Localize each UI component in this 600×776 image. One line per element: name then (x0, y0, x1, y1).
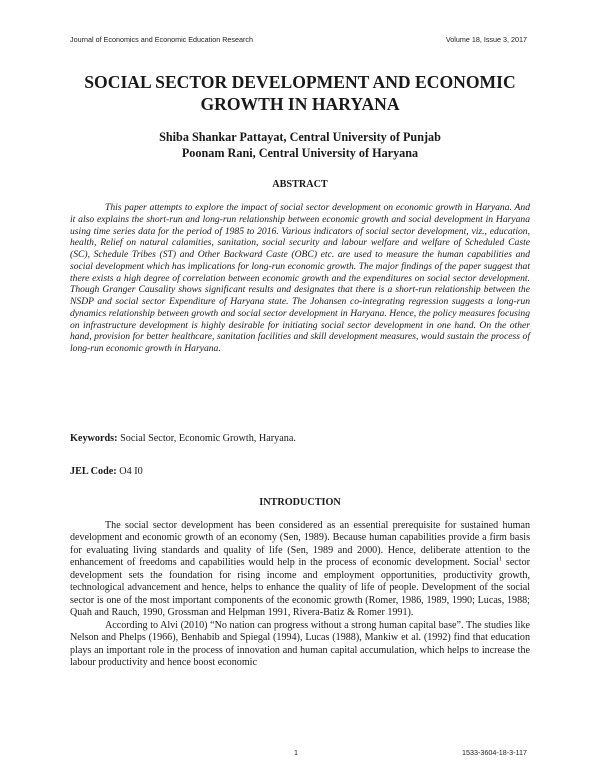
introduction-paragraph-2: According to Alvi (2010) “No nation can progress without a strong human capital base”. The studies like Nelson and Phelps (1966), Benhabib and Spiegal (1994), Lucas (1988), Mankiw et al. (1992) find that education plays an important role in the process of innovation and human capital accumulation, which helps to increase the labour productivity and hence boost economic (70, 619, 530, 668)
introduction-body (70, 520, 530, 669)
title-line-2: GROWTH IN HARYANA (200, 94, 400, 114)
paragraph-1-text-b: sector development sets the foundation for rising income and employment opportunities, productivity growth, technological advancement and hence, helps to enhance the quality of life of people. Development of the social sector is one of the most important components of the economic growth (Romer, 1986, 1989, 1990; Lucas, 1988; Quah and Rauch, 1990, Grossman and Helpman 1991, Rivera-Batiz & Romer 1991). (70, 557, 530, 619)
abstract-text: This paper attempts to explore the impact of social sector development on economic growth in Haryana. And it also explains the short-run and long-run relationship between economic growth and social development in Haryana using time series data for the period of 1985 to 2016. Various indicators of social sector development, viz., education, health, Relief on natural calamities, sanitation, social security and labour welfare and welfare of Scheduled Caste (SC), Schedule Tribes (ST) and Other Backward Caste (OBC) etc. are used to measure the human capabilities and social development which has implications for long-run economic growth. The major findings of the paper suggest that there exists a high degree of correlation between economic growth and the expenditures on social sector development. Though Granger Causality shows significant results and designates that there is a short-run relationship between the NSDP and social sector Expenditure of Haryana state. The Johansen co-integrating regression suggests a long-run dynamics relationship between growth and social sector development in Haryana. Hence, the policy measures focusing on infrastructure development is highly desirable for initiating social sector development in one hand. On the other hand, provision for better healthcare, sanitation facilities and skill development measures, would sustain the process of long-run economic growth in Haryana. (70, 202, 530, 354)
running-header (70, 35, 527, 44)
keywords-line (70, 433, 530, 444)
keywords-value: Social Sector, Economic Growth, Haryana. (120, 433, 296, 444)
author-2: Poonam Rani, Central University of Haryana (181, 145, 419, 160)
paragraph-1-text-a: The social sector development has been considered as an essential prerequisite for sustained human development and economic growth of an economy (Sen, 1989). Because human capabilities provide a firm basis for evaluating living standards and quality of life (Sen, 1989 and 2000). Hence, deliberate attention to the enhancement of freedoms and capabilities would help in the process of economic development. Social (70, 520, 530, 569)
paper-title (70, 71, 530, 115)
footnote-marker[interactable]: 1 (498, 556, 503, 563)
author-list (70, 130, 530, 161)
jel-code-line (70, 466, 530, 477)
jel-code-label: JEL Code: (70, 466, 117, 477)
jel-code-value: O4 I0 (119, 466, 143, 477)
article-id: 1533-3604-18-3-117 (461, 748, 527, 757)
journal-name: Journal of Economics and Economic Education Research (70, 35, 253, 44)
keywords-label: Keywords: (70, 433, 118, 444)
introduction-heading: INTRODUCTION (259, 497, 341, 508)
author-1: Shiba Shankar Pattayat, Central University of Punjab (159, 130, 441, 144)
abstract-heading: ABSTRACT (272, 179, 328, 190)
introduction-paragraph-1 (70, 520, 530, 620)
page-number: 1 (294, 748, 298, 757)
title-line-1: SOCIAL SECTOR DEVELOPMENT AND ECONOMIC (84, 72, 516, 92)
volume-issue: Volume 18, Issue 3, 2017 (445, 35, 527, 44)
